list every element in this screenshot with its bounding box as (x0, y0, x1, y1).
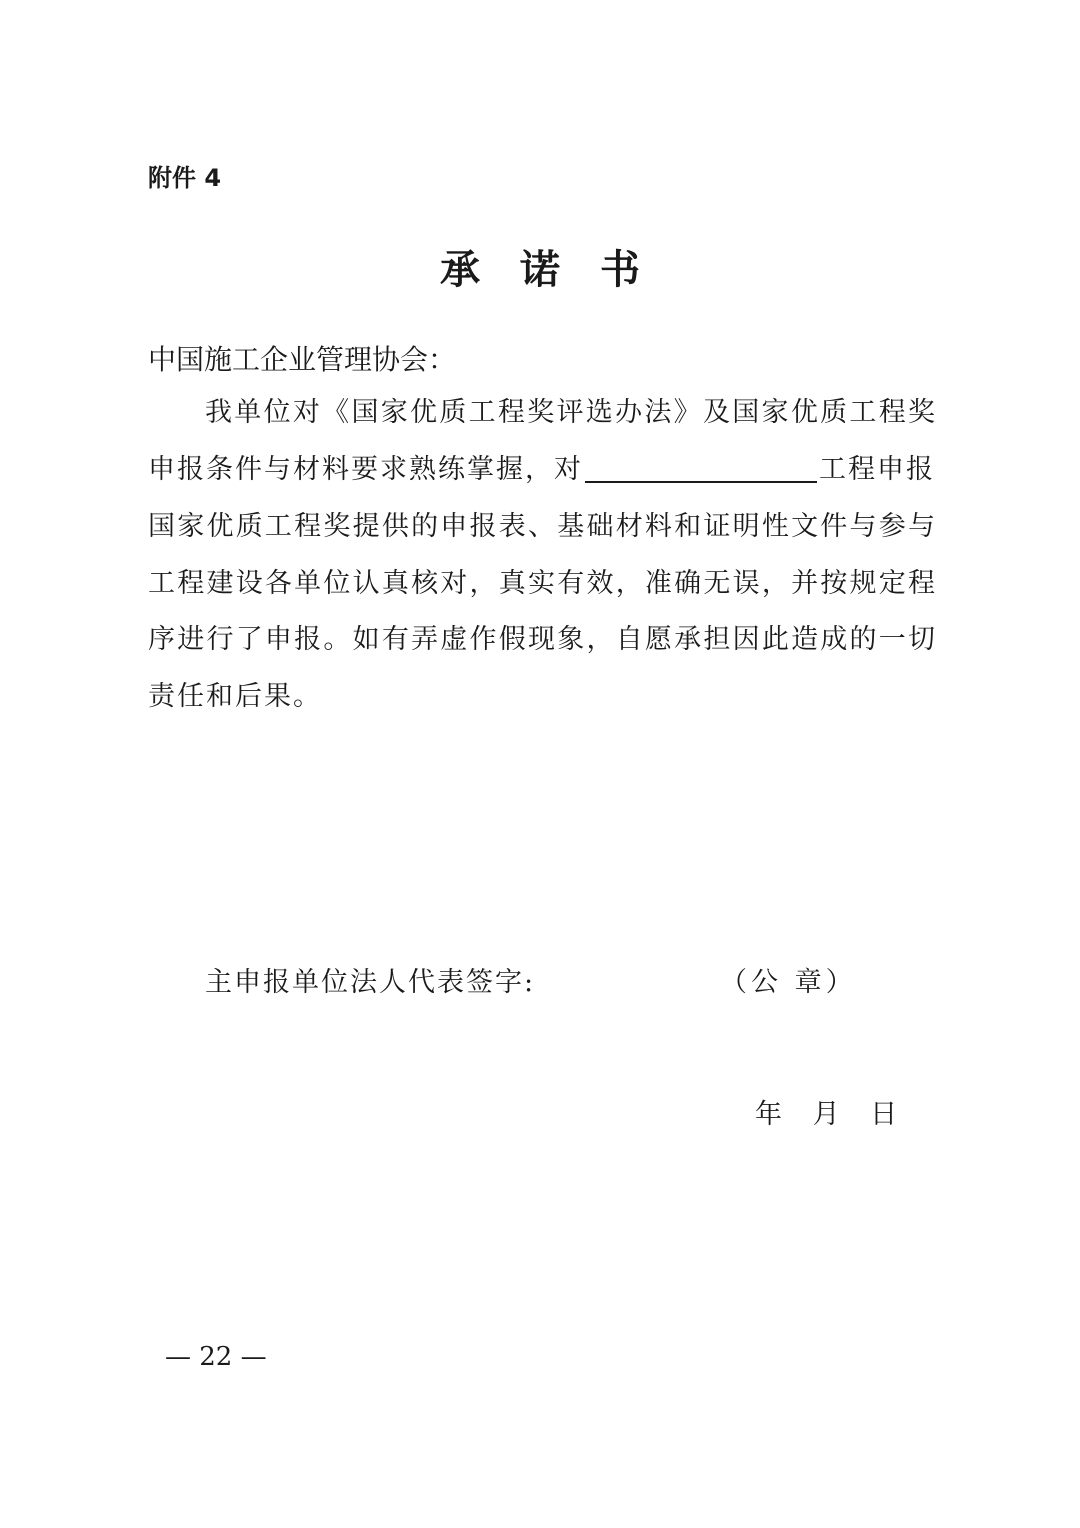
signature-label: 主申报单位法人代表签字: (205, 967, 536, 998)
body-line-1: 我单位对《国家优质工程奖评选办法》及国家优质工程奖 (205, 397, 935, 428)
body-line-2 (148, 453, 935, 487)
body-line-5: 序进行了申报。如有弄虚作假现象，自愿承担因此造成的一切 (148, 624, 935, 655)
body-line-2-start: 申报条件与材料要求熟练掌握，对 (148, 454, 583, 485)
attachment-label: 附件 4 (148, 164, 222, 192)
body-line-3: 国家优质工程奖提供的申报表、基础材料和证明性文件与参与 (148, 511, 935, 542)
addressee: 中国施工企业管理协会： (148, 343, 457, 376)
project-name-blank[interactable] (585, 455, 817, 483)
document-title: 承诺书 (440, 246, 680, 293)
seal-label: （公 章） (720, 967, 857, 998)
body-line-4: 工程建设各单位认真核对，真实有效，准确无误，并按规定程 (148, 568, 935, 599)
body-line-6: 责任和后果。 (148, 681, 322, 712)
page-number: — 22 — (165, 1342, 267, 1372)
date-label: 年 月 日 (755, 1099, 898, 1130)
body-line-2-end: 工程申报 (819, 454, 935, 485)
